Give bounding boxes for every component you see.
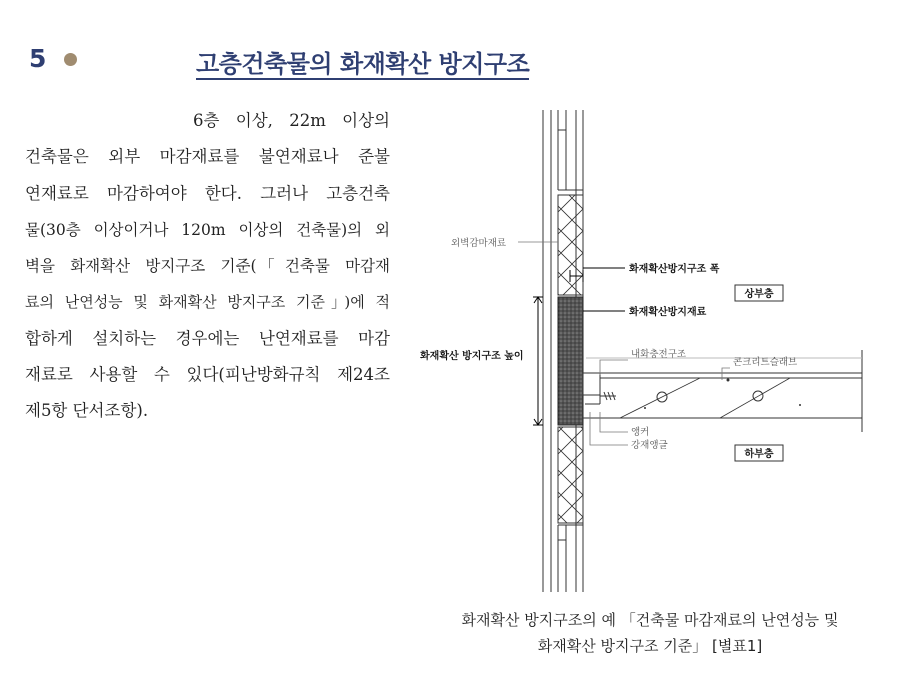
label-firestop: 내화충전구조 [631,349,687,360]
label-slab: 콘크리트슬래브 [733,357,798,368]
section-number: 5 [29,44,47,73]
body-line: 합하게 설치하는 경우에는 난연재료를 마감 [25,328,390,348]
body-line: 료의 난연성능 및 화재확산 방지구조 기준」)에 적 [25,293,390,312]
body-line: 건축물은 외부 마감재료를 불연재료나 준불 [25,147,390,167]
fire-prevention-material [558,297,583,425]
label-anchor: 앵커 [631,427,650,438]
label-exterior-finish: 외벽감마재료 [451,238,507,249]
figure-caption [430,607,870,659]
body-line: 벽을 화재확산 방지구조 기준(「건축물 마감재 [25,257,390,276]
caption-line: 화재확산 방지구조의 예 「건축물 마감재료의 난연성능 및 [461,611,839,629]
title-underline [196,78,529,80]
label-width: 화재확산방지구조 폭 [629,264,720,275]
caption-line: 화재확산 방지구조 기준」 [별표1] [537,637,763,655]
body-line: 제5항 단서조항). [25,401,149,421]
body-line: 재료로 사용할 수 있다(피난방화규칙 제24조 [25,365,390,385]
concrete-slab [583,350,862,432]
label-lower-floor: 하부층 [744,449,774,460]
body-paragraph [25,103,390,430]
height-dimension [533,297,543,425]
body-line: 6층 이상, 22m 이상의 [193,111,390,130]
label-height: 화재확산 방지구조 높이 [420,351,524,362]
firestop-joint [583,373,600,395]
label-angle: 강재앵글 [631,440,668,451]
section-title: 고층건축물의 화재확산 방지구조 [196,50,530,78]
fire-spread-prevention-diagram [418,97,898,597]
lower-insulation [558,427,583,523]
body-line: 연재료로 마감하여야 한다. 그러나 고층건축 [25,183,390,203]
body-line: 물(30층 이상이거나 120m 이상의 건축물)의 외 [25,220,390,239]
section-bullet-icon [64,53,77,66]
label-material: 화재확산방지재료 [629,307,707,318]
label-upper-floor: 상부층 [744,289,774,300]
